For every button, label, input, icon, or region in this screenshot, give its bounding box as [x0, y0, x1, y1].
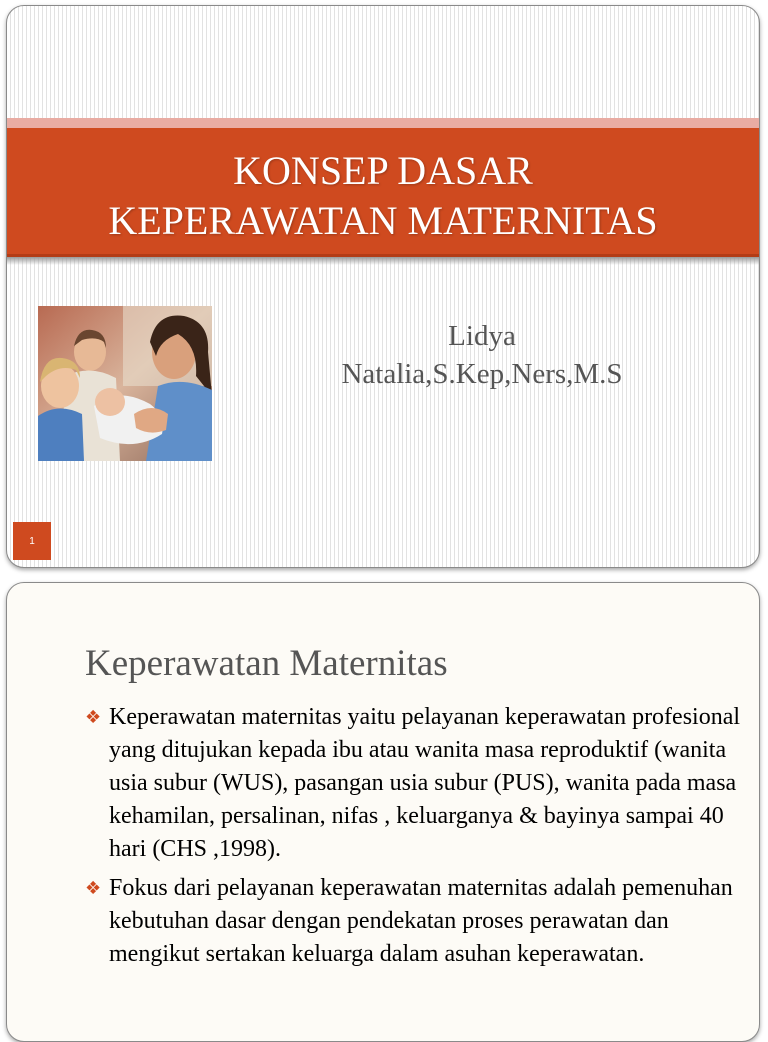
slide-title: [7, 146, 759, 246]
bullet-text: Fokus dari pelayanan keperawatan maternitas adalah pemenuhan kebutuhan dasar dengan pendekatan proses perawatan dan mengikut sertakan keluarga dalam asuhan keperawatan.: [109, 875, 733, 967]
title-line-2: KEPERAWATAN MATERNITAS: [108, 198, 658, 243]
title-band: [7, 128, 759, 257]
family-photo: [38, 306, 212, 461]
slide-2-title: Keperawatan Maternitas: [85, 643, 448, 684]
bullet-list: [85, 701, 745, 977]
title-accent-stripe: [7, 118, 759, 128]
author-name: [297, 317, 667, 393]
slide-2: [6, 582, 760, 1042]
bullet-text: Keperawatan maternitas yaitu pelayanan keperawatan profesional yang ditujukan kepada ibu atau wanita masa reproduktif (wanita usia subur (WUS), pasangan usia subur (PUS), wanita pada masa kehamilan, persalinan, nifas , keluarganya & bayinya sampai 40 hari (CHS ,1998).: [109, 704, 741, 862]
diamond-bullet-icon: ❖: [85, 878, 102, 899]
title-shadow: [7, 257, 759, 265]
title-line-1: KONSEP DASAR: [233, 148, 533, 193]
list-item: [85, 701, 745, 866]
author-line-1: Lidya: [448, 320, 516, 352]
slide-1: [6, 5, 760, 568]
list-item: [85, 872, 745, 971]
author-line-2: Natalia,S.Kep,Ners,M.S: [341, 358, 623, 390]
slide-number-badge: 1: [13, 522, 51, 560]
diamond-bullet-icon: ❖: [85, 707, 102, 728]
